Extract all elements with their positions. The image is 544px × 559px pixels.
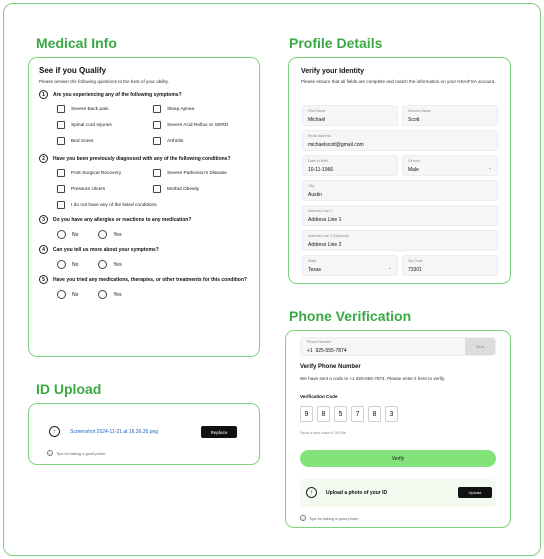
checkbox-bed-sores[interactable]: Bed Sores (57, 137, 153, 145)
checkbox-none-conditions[interactable]: I do not have any of the listed conditions (39, 201, 249, 209)
question-5 (39, 275, 249, 284)
state-select[interactable]: State Texas ⌄ (302, 255, 398, 276)
radio-group-q3 (39, 230, 249, 239)
address-line-1-field[interactable]: Address Line 1 Address Line 1 (302, 205, 498, 226)
radio-no[interactable]: No (57, 230, 78, 239)
radio-yes[interactable]: Yes (98, 230, 121, 239)
phone-card (285, 330, 511, 528)
checkbox-morbid-obesity[interactable]: Morbid Obesity (153, 185, 249, 193)
address-line-2-field[interactable]: Address Line 2 (Optional) Address Line 2 (302, 230, 498, 251)
verify-identity-heading: Verify your Identity (301, 68, 365, 75)
city-field[interactable]: City Austin (302, 180, 498, 201)
checkbox-post-surgical[interactable]: Post-Surgical Recovery (57, 169, 153, 177)
question-text: Can you tell us more about your symptoms? (53, 246, 159, 253)
checkbox-box[interactable] (153, 169, 161, 177)
gender-select[interactable]: Gender Male ⌄ (402, 155, 498, 176)
question-text: Have you tried any medications, therapies, or other treatments for this condition? (53, 276, 247, 283)
checkbox-box[interactable] (153, 121, 161, 129)
checkbox-box[interactable] (153, 185, 161, 193)
checkbox-box[interactable] (57, 201, 65, 209)
radio-no[interactable]: No (57, 260, 78, 269)
checkbox-sleep-apnea[interactable]: Sleep Apnea (153, 105, 249, 113)
phone-verification-title: Phone Verification (289, 308, 412, 324)
resend-timer: Send a new code in 00:05s (300, 431, 346, 435)
checkbox-box[interactable] (57, 137, 65, 145)
id-upload-card (28, 403, 260, 465)
medical-info-card (28, 57, 260, 357)
photo-tips[interactable]: i Tips for taking a good photo (47, 450, 105, 456)
verify-phone-subtitle: We have sent a code to +1 925-555-7874. Please enter it here to verify. (300, 376, 446, 381)
radio-circle[interactable] (57, 230, 66, 239)
second-name-field[interactable]: Second Name Scott (402, 105, 498, 126)
phone-number-field[interactable]: Phone Number +1 925-555-7874 Sent (300, 337, 496, 356)
question-number: 5 (39, 275, 48, 284)
file-name-link[interactable]: Screenshot 2024-11-21 at 16.36.35.png (70, 428, 159, 435)
checkbox-arthritis[interactable]: Arthritis (153, 137, 249, 145)
question-1 (39, 90, 249, 99)
code-digit-input[interactable]: 8 (368, 406, 381, 422)
replace-button[interactable]: Replace (201, 426, 237, 438)
question-number: 4 (39, 245, 48, 254)
symptom-options (39, 105, 249, 145)
phone-number-value: 925-555-7874 (315, 348, 347, 354)
checkbox-box[interactable] (153, 105, 161, 113)
verification-code-inputs (300, 406, 402, 422)
upload-button[interactable]: Upload (458, 487, 492, 498)
info-icon: i (47, 450, 53, 456)
zip-code-field[interactable]: Zip Code 73301 (402, 255, 498, 276)
checkbox-box[interactable] (57, 105, 65, 113)
radio-yes[interactable]: Yes (98, 260, 121, 269)
upload-id-panel (300, 479, 496, 507)
country-code: +1 (307, 348, 313, 354)
first-name-field[interactable]: First Name Michael (302, 105, 398, 126)
question-text: Have you been previously diagnosed with any of the following conditions? (53, 155, 231, 162)
code-digit-input[interactable]: 8 (317, 406, 330, 422)
checkbox-box[interactable] (57, 169, 65, 177)
dob-field[interactable]: Date of Birth 10-11-1966 (302, 155, 398, 176)
radio-circle[interactable] (98, 230, 107, 239)
checkbox-box[interactable] (153, 137, 161, 145)
radio-group-q4 (39, 260, 249, 269)
qualify-heading: See if you Qualify (39, 66, 107, 75)
email-field[interactable]: Email Address michaelscott@gmail.com (302, 130, 498, 151)
chevron-down-icon: ⌄ (387, 265, 392, 271)
info-icon: i (300, 515, 306, 521)
radio-circle[interactable] (57, 290, 66, 299)
code-digit-input[interactable]: 9 (300, 406, 313, 422)
send-code-button[interactable]: Sent (465, 338, 495, 355)
question-number: 1 (39, 90, 48, 99)
checkbox-spinal-cord[interactable]: Spinal cord Injuries (57, 121, 153, 129)
checkbox-parkinsons[interactable]: Severe Parkinson's Disease (153, 169, 249, 177)
question-text: Do you have any allergies or reactions to any medication? (53, 216, 192, 223)
condition-options (39, 169, 249, 193)
radio-group-q5 (39, 290, 249, 299)
verify-button[interactable]: Verify (300, 450, 496, 467)
uploaded-file (49, 426, 158, 437)
checkbox-box[interactable] (57, 121, 65, 129)
code-digit-input[interactable]: 3 (385, 406, 398, 422)
id-upload-title: ID Upload (36, 381, 102, 397)
checkbox-severe-back-pain[interactable]: Severe Back pain (57, 105, 153, 113)
profile-details-title: Profile Details (289, 35, 383, 51)
radio-yes[interactable]: Yes (98, 290, 121, 299)
upload-icon: ↑ (49, 426, 60, 437)
radio-circle[interactable] (98, 290, 107, 299)
code-digit-input[interactable]: 7 (351, 406, 364, 422)
question-text: Are you experiencing any of the following symptoms? (53, 91, 182, 98)
code-digit-input[interactable]: 5 (334, 406, 347, 422)
checkbox-box[interactable] (57, 185, 65, 193)
photo-tips[interactable]: i Tips for taking a good photo (300, 515, 358, 521)
qualify-subtitle: Please answer the following questions to the best of your ability. (39, 79, 169, 84)
verification-code-label: Verification Code (300, 394, 338, 399)
radio-circle[interactable] (98, 260, 107, 269)
question-4 (39, 245, 249, 254)
question-2 (39, 154, 249, 163)
question-number: 2 (39, 154, 48, 163)
checkbox-acid-reflux[interactable]: Severe Acid Reflux or GERD (153, 121, 249, 129)
upload-icon: ↑ (306, 487, 317, 498)
question-3 (39, 215, 249, 224)
checkbox-pressure-ulcers[interactable]: Pressure Ulcers (57, 185, 153, 193)
verify-identity-subtitle: Please ensure that all fields are complete and match the information on your HSA/FSA account. (301, 79, 496, 84)
medical-info-title: Medical Info (36, 35, 117, 51)
verify-phone-heading: Verify Phone Number (300, 364, 361, 370)
upload-id-text: Upload a photo of your ID (326, 490, 388, 496)
question-number: 3 (39, 215, 48, 224)
chevron-down-icon: ⌄ (487, 165, 492, 171)
radio-circle[interactable] (57, 260, 66, 269)
radio-no[interactable]: No (57, 290, 78, 299)
